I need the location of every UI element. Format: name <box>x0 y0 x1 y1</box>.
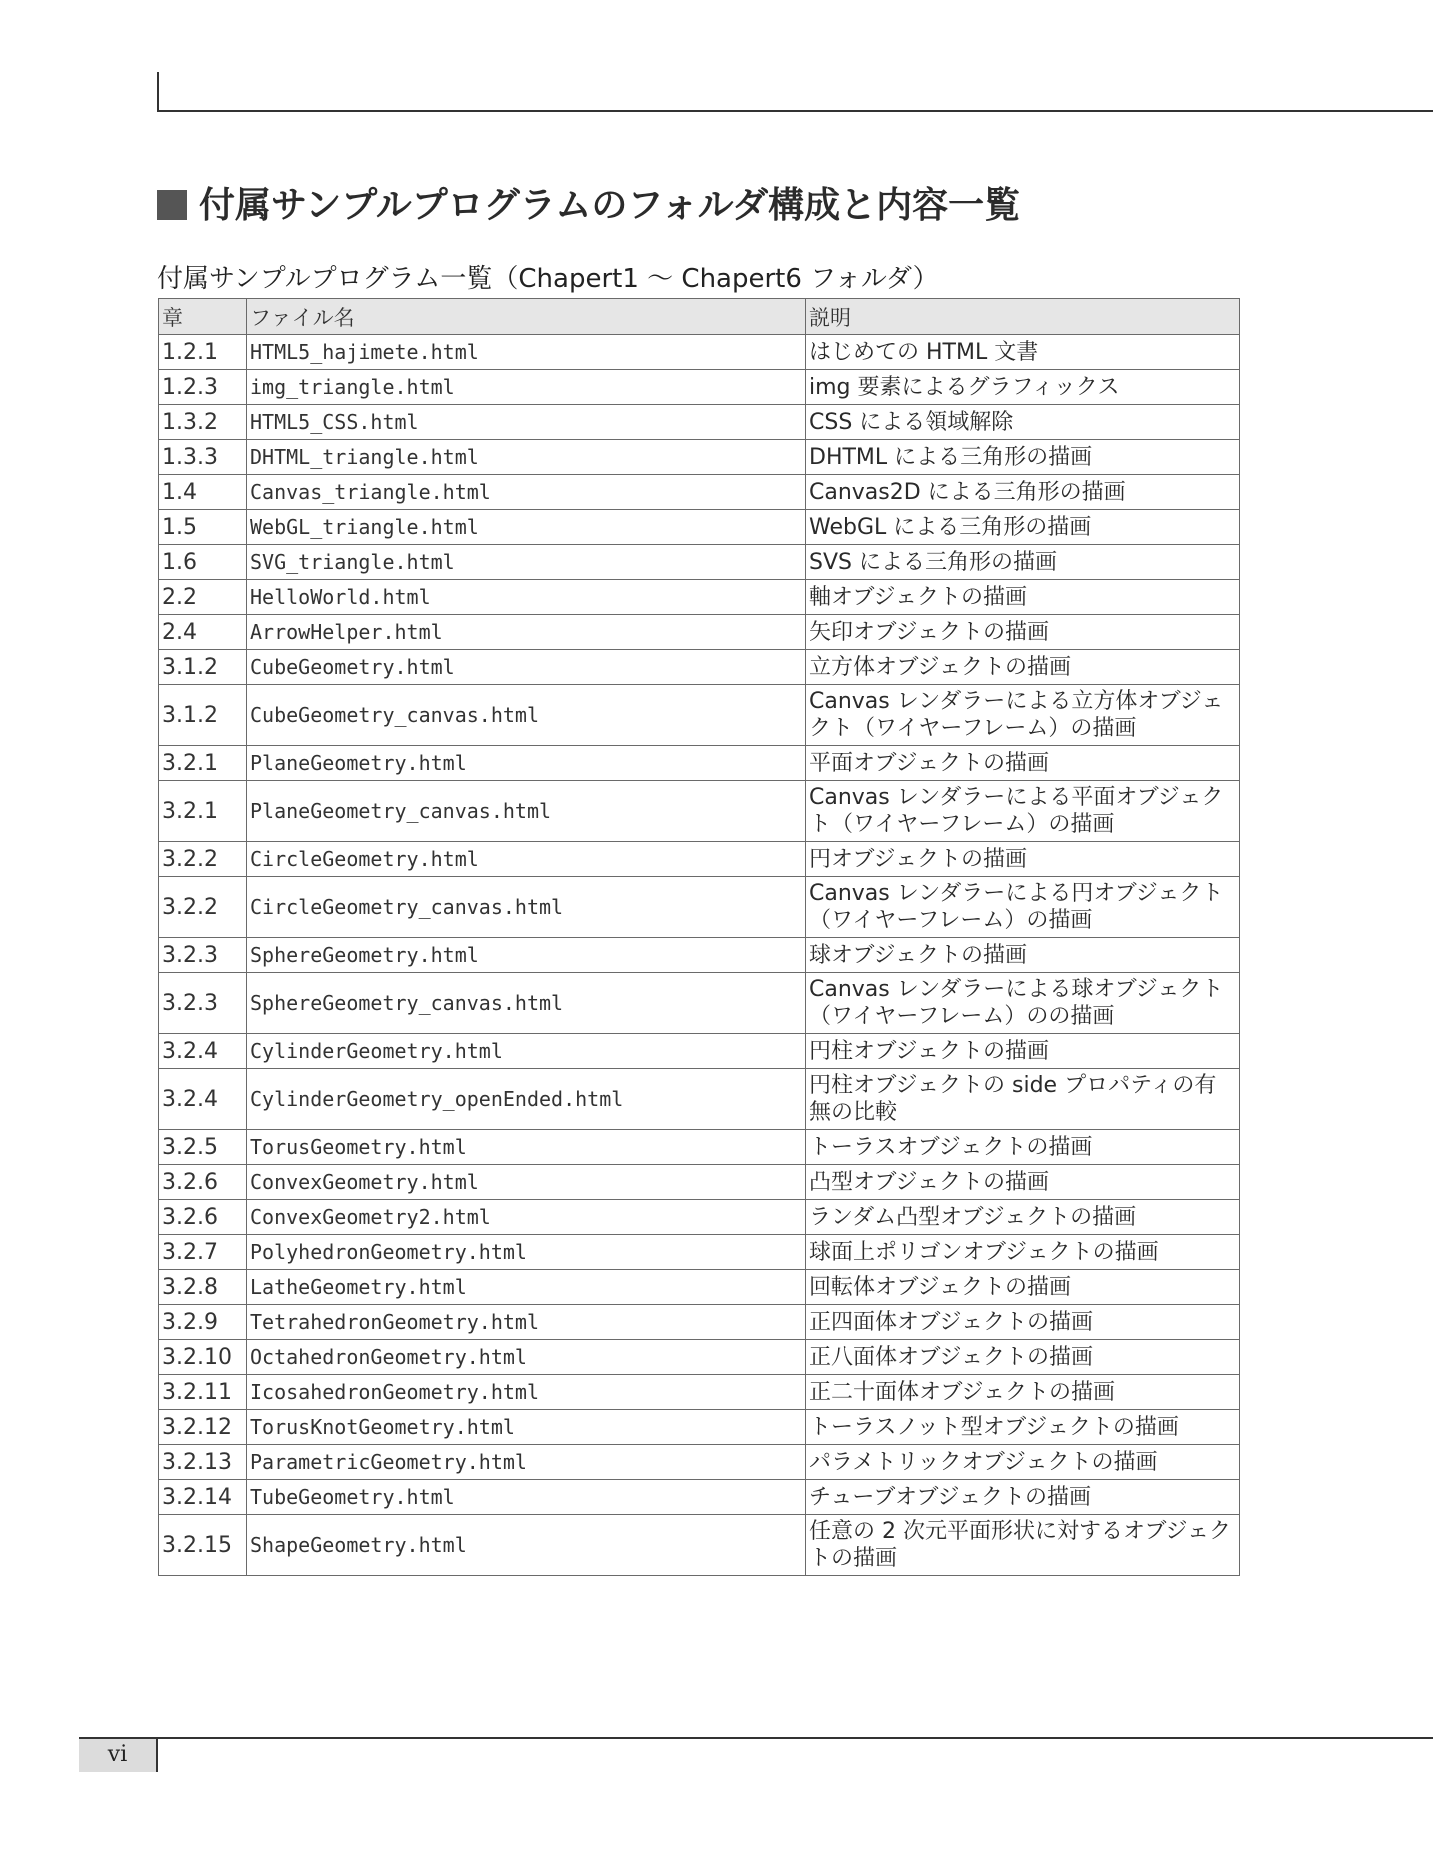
file-name-cell: SphereGeometry_canvas.html <box>247 973 806 1034</box>
description-cell: 矢印オブジェクトの描画 <box>806 615 1240 650</box>
table-row <box>159 1410 1240 1445</box>
file-name-cell: WebGL_triangle.html <box>247 510 806 545</box>
description-cell: 球面上ポリゴンオブジェクトの描画 <box>806 1235 1240 1270</box>
page-heading <box>157 183 1020 229</box>
table-row <box>159 1340 1240 1375</box>
table-row <box>159 1069 1240 1130</box>
file-name-cell: SVG_triangle.html <box>247 545 806 580</box>
description-cell: SVS による三角形の描画 <box>806 545 1240 580</box>
table-row <box>159 685 1240 746</box>
description-cell: 円オブジェクトの描画 <box>806 842 1240 877</box>
square-bullet-icon <box>157 190 187 220</box>
table-row <box>159 405 1240 440</box>
file-name-cell: img_triangle.html <box>247 370 806 405</box>
chapter-cell: 1.4 <box>159 475 247 510</box>
description-cell: トーラスノット型オブジェクトの描画 <box>806 1410 1240 1445</box>
file-name-cell: TorusKnotGeometry.html <box>247 1410 806 1445</box>
table-row <box>159 650 1240 685</box>
file-name-cell: DHTML_triangle.html <box>247 440 806 475</box>
header-chapter: 章 <box>159 299 247 335</box>
file-name-cell: LatheGeometry.html <box>247 1270 806 1305</box>
table-row <box>159 1445 1240 1480</box>
page-heading-text: 付属サンプルプログラムのフォルダ構成と内容一覧 <box>199 185 1021 226</box>
description-cell: はじめての HTML 文書 <box>806 335 1240 370</box>
table-body <box>159 335 1240 1576</box>
file-name-cell: CylinderGeometry.html <box>247 1034 806 1069</box>
description-cell: DHTML による三角形の描画 <box>806 440 1240 475</box>
description-cell: Canvas レンダラーによる平面オブジェクト（ワイヤーフレーム）の描画 <box>806 781 1240 842</box>
chapter-cell: 3.2.2 <box>159 842 247 877</box>
table-header-row <box>159 299 1240 335</box>
chapter-cell: 3.1.2 <box>159 650 247 685</box>
table-row <box>159 370 1240 405</box>
file-name-cell: PlaneGeometry.html <box>247 746 806 781</box>
chapter-cell: 1.5 <box>159 510 247 545</box>
chapter-cell: 3.2.6 <box>159 1200 247 1235</box>
chapter-cell: 3.2.1 <box>159 746 247 781</box>
file-name-cell: CircleGeometry.html <box>247 842 806 877</box>
chapter-cell: 3.2.4 <box>159 1034 247 1069</box>
table-row <box>159 746 1240 781</box>
page-number: vi <box>79 1739 158 1772</box>
description-cell: 凸型オブジェクトの描画 <box>806 1165 1240 1200</box>
description-cell: img 要素によるグラフィックス <box>806 370 1240 405</box>
table-row <box>159 1305 1240 1340</box>
table-row <box>159 1165 1240 1200</box>
chapter-cell: 2.4 <box>159 615 247 650</box>
table-row <box>159 1235 1240 1270</box>
table-row <box>159 1375 1240 1410</box>
chapter-cell: 2.2 <box>159 580 247 615</box>
table-row <box>159 545 1240 580</box>
description-cell: トーラスオブジェクトの描画 <box>806 1130 1240 1165</box>
file-name-cell: CylinderGeometry_openEnded.html <box>247 1069 806 1130</box>
file-name-cell: TetrahedronGeometry.html <box>247 1305 806 1340</box>
description-cell: 円柱オブジェクトの描画 <box>806 1034 1240 1069</box>
file-name-cell: ConvexGeometry2.html <box>247 1200 806 1235</box>
file-name-cell: CircleGeometry_canvas.html <box>247 877 806 938</box>
description-cell: 正四面体オブジェクトの描画 <box>806 1305 1240 1340</box>
file-name-cell: ConvexGeometry.html <box>247 1165 806 1200</box>
description-cell: 軸オブジェクトの描画 <box>806 580 1240 615</box>
chapter-cell: 1.3.2 <box>159 405 247 440</box>
chapter-cell: 3.2.3 <box>159 938 247 973</box>
chapter-cell: 3.2.2 <box>159 877 247 938</box>
description-cell: 回転体オブジェクトの描画 <box>806 1270 1240 1305</box>
chapter-cell: 1.3.3 <box>159 440 247 475</box>
description-cell: 正二十面体オブジェクトの描画 <box>806 1375 1240 1410</box>
file-name-cell: ParametricGeometry.html <box>247 1445 806 1480</box>
description-cell: Canvas レンダラーによる球オブジェクト（ワイヤーフレーム）のの描画 <box>806 973 1240 1034</box>
table-row <box>159 781 1240 842</box>
table-row <box>159 842 1240 877</box>
table-caption: 付属サンプルプログラム一覧（Chapert1 〜 Chapert6 フォルダ） <box>157 264 939 294</box>
description-cell: Canvas レンダラーによる立方体オブジェクト（ワイヤーフレーム）の描画 <box>806 685 1240 746</box>
description-cell: Canvas2D による三角形の描画 <box>806 475 1240 510</box>
chapter-cell: 3.2.8 <box>159 1270 247 1305</box>
description-cell: ランダム凸型オブジェクトの描画 <box>806 1200 1240 1235</box>
description-cell: WebGL による三角形の描画 <box>806 510 1240 545</box>
chapter-cell: 3.2.12 <box>159 1410 247 1445</box>
table-row <box>159 938 1240 973</box>
table-row <box>159 1130 1240 1165</box>
sample-file-table <box>158 298 1240 1576</box>
chapter-cell: 3.2.13 <box>159 1445 247 1480</box>
file-name-cell: HelloWorld.html <box>247 580 806 615</box>
table-row <box>159 475 1240 510</box>
table-row <box>159 1034 1240 1069</box>
header-description: 説明 <box>806 299 1240 335</box>
header-file-name: ファイル名 <box>247 299 806 335</box>
chapter-cell: 3.2.6 <box>159 1165 247 1200</box>
table-row <box>159 580 1240 615</box>
description-cell: 任意の 2 次元平面形状に対するオブジェクトの描画 <box>806 1515 1240 1576</box>
file-name-cell: SphereGeometry.html <box>247 938 806 973</box>
chapter-cell: 3.2.4 <box>159 1069 247 1130</box>
file-name-cell: HTML5_hajimete.html <box>247 335 806 370</box>
table-row <box>159 335 1240 370</box>
file-name-cell: ShapeGeometry.html <box>247 1515 806 1576</box>
description-cell: 正八面体オブジェクトの描画 <box>806 1340 1240 1375</box>
description-cell: CSS による領域解除 <box>806 405 1240 440</box>
file-name-cell: Canvas_triangle.html <box>247 475 806 510</box>
description-cell: パラメトリックオブジェクトの描画 <box>806 1445 1240 1480</box>
description-cell: 平面オブジェクトの描画 <box>806 746 1240 781</box>
footer-rule <box>79 1737 1433 1739</box>
table-row <box>159 1480 1240 1515</box>
chapter-cell: 3.2.15 <box>159 1515 247 1576</box>
file-name-cell: PlaneGeometry_canvas.html <box>247 781 806 842</box>
file-name-cell: ArrowHelper.html <box>247 615 806 650</box>
table-row <box>159 973 1240 1034</box>
table-row <box>159 1200 1240 1235</box>
description-cell: Canvas レンダラーによる円オブジェクト（ワイヤーフレーム）の描画 <box>806 877 1240 938</box>
chapter-cell: 3.1.2 <box>159 685 247 746</box>
table-row <box>159 1515 1240 1576</box>
chapter-cell: 3.2.10 <box>159 1340 247 1375</box>
file-name-cell: CubeGeometry.html <box>247 650 806 685</box>
file-name-cell: TorusGeometry.html <box>247 1130 806 1165</box>
table-row <box>159 877 1240 938</box>
chapter-cell: 1.2.1 <box>159 335 247 370</box>
chapter-cell: 1.2.3 <box>159 370 247 405</box>
chapter-cell: 3.2.3 <box>159 973 247 1034</box>
chapter-cell: 3.2.11 <box>159 1375 247 1410</box>
table-row <box>159 615 1240 650</box>
chapter-cell: 3.2.14 <box>159 1480 247 1515</box>
chapter-cell: 3.2.7 <box>159 1235 247 1270</box>
description-cell: 球オブジェクトの描画 <box>806 938 1240 973</box>
header-rule <box>157 110 1433 112</box>
file-name-cell: IcosahedronGeometry.html <box>247 1375 806 1410</box>
file-name-cell: TubeGeometry.html <box>247 1480 806 1515</box>
file-name-cell: OctahedronGeometry.html <box>247 1340 806 1375</box>
table-row <box>159 1270 1240 1305</box>
header-rule-tick <box>157 72 159 112</box>
chapter-cell: 3.2.1 <box>159 781 247 842</box>
chapter-cell: 1.6 <box>159 545 247 580</box>
description-cell: チューブオブジェクトの描画 <box>806 1480 1240 1515</box>
description-cell: 立方体オブジェクトの描画 <box>806 650 1240 685</box>
file-name-cell: PolyhedronGeometry.html <box>247 1235 806 1270</box>
chapter-cell: 3.2.9 <box>159 1305 247 1340</box>
table-row <box>159 510 1240 545</box>
file-name-cell: HTML5_CSS.html <box>247 405 806 440</box>
table-row <box>159 440 1240 475</box>
chapter-cell: 3.2.5 <box>159 1130 247 1165</box>
description-cell: 円柱オブジェクトの side プロパティの有無の比較 <box>806 1069 1240 1130</box>
file-name-cell: CubeGeometry_canvas.html <box>247 685 806 746</box>
